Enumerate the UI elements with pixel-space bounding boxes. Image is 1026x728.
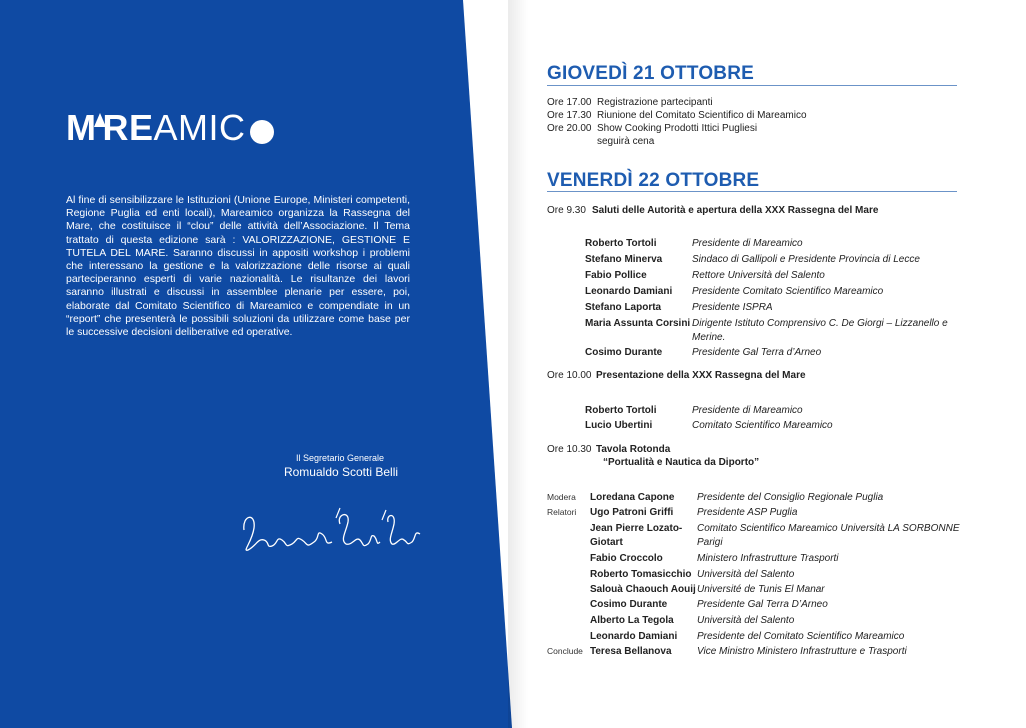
mareamico-logo	[66, 107, 274, 149]
panel-label-modera: Modera	[547, 492, 576, 502]
signature-name: Romualdo Scotti Belli	[283, 465, 399, 479]
signature-role: Il Segretario Generale	[295, 453, 385, 463]
speaker-name: Maria Assunta Corsini	[585, 318, 691, 329]
schedule-time: Ore 17.00	[547, 97, 592, 108]
speaker-role: Presidente Gal Terra d’Arneo	[692, 347, 822, 358]
session-title: Saluti delle Autorità e apertura della XXX Rassegna del Mare	[592, 205, 879, 216]
panel-name: Roberto Tomasicchio	[590, 569, 692, 580]
schedule-item: Registrazione partecipanti	[597, 97, 713, 108]
panel-name: Loredana Capone	[590, 492, 675, 503]
panel-role: Presidente ASP Puglia	[697, 507, 798, 518]
speaker-name: Roberto Tortoli	[585, 238, 657, 249]
handwritten-signature	[236, 500, 436, 560]
speaker-role: Rettore Università del Salento	[692, 270, 825, 281]
speaker-name: Fabio Pollice	[585, 270, 647, 281]
speaker-role: Sindaco di Gallipoli e Presidente Provincia di Lecce	[692, 254, 920, 265]
speaker-role-continued: Merine.	[692, 332, 726, 343]
speaker-name: Roberto Tortoli	[585, 405, 657, 416]
speaker-name: Stefano Minerva	[585, 254, 663, 265]
speaker-name: Leonardo Damiani	[585, 286, 673, 297]
speaker-role: Presidente ISPRA	[692, 302, 773, 313]
intro-paragraph: Al fine di sensibilizzare le Istituzioni (Unione Europe, Ministeri competenti, Regione Puglia ed enti locali), Mareamico organizza la Rassegna del Mare, che costituisce il “clou” delle attività dell’Associazione. Il Tema trattato di questa edizione sarà : VALORIZZAZIONE, GESTIONE E TUTELA DEL MARE. Saranno discussi in appositi workshop i problemi che interessano la gestione e la valorizzazione delle risorse ai quali parteciperanno esperti di varie nazionalità. Le risultanze dei lavori saranno illustrati e discussi in assemblee plenarie per essere, poi, elaborate dal Comitato Scientifico di Mareamico e compendiate in un “report” che presenterà le possibili soluzioni da utilizzare come base per le successive decisioni deliberative ed operative.	[66, 194, 410, 339]
speaker-role: Presidente di Mareamico	[692, 405, 803, 416]
speaker-role: Presidente di Mareamico	[692, 238, 803, 249]
friday-title: VENERDÌ 22 OTTOBRE	[547, 170, 760, 191]
panel-role: Presidente del Consiglio Regionale Puglia	[697, 492, 884, 503]
panel-role: Ministero Infrastrutture Trasporti	[697, 553, 839, 564]
session-time: Ore 10.30	[547, 444, 592, 455]
logo-letters-re: RE	[102, 107, 154, 148]
schedule-time: Ore 17.30	[547, 110, 592, 121]
speaker-role: Presidente Comitato Scientifico Mareamico	[692, 286, 884, 297]
schedule-item: Riunione del Comitato Scientifico di Mareamico	[597, 110, 807, 121]
session-title: Presentazione della XXX Rassegna del Mare	[596, 370, 806, 381]
session-time: Ore 10.00	[547, 370, 592, 381]
panel-role: Presidente Gal Terra D’Arneo	[697, 599, 828, 610]
panel-label-relatori: Relatori	[547, 507, 577, 517]
speaker-name: Lucio Ubertini	[585, 420, 653, 431]
panel-name: Jean Pierre Lozato-	[590, 523, 683, 534]
speaker-name: Stefano Laporta	[585, 302, 662, 313]
speaker-role: Dirigente Istituto Comprensivo C. De Giorgi – Lizzanello e	[692, 318, 948, 329]
logo-letter-m: M	[66, 107, 97, 148]
panel-name: Ugo Patroni Griffi	[590, 507, 674, 518]
session-time: Ore 9.30	[547, 205, 586, 216]
thursday-divider	[547, 85, 957, 86]
panel-role: Università del Salento	[697, 615, 795, 626]
panel-name: Salouà Chaouch Aouij	[590, 584, 696, 595]
panel-role-continued: Parigi	[697, 537, 723, 548]
panel-label-conclude: Conclude	[547, 646, 583, 656]
logo-letters-amic: AMIC	[153, 107, 246, 148]
schedule-item: Show Cooking Prodotti Ittici Pugliesi	[597, 123, 758, 134]
session-title: Tavola Rotonda	[596, 444, 671, 455]
panel-role: Université de Tunis El Manar	[697, 584, 825, 595]
session-subtitle: “Portualità e Nautica da Diporto”	[603, 457, 760, 468]
logo-sun-icon	[250, 120, 274, 144]
schedule-time: Ore 20.00	[547, 123, 592, 134]
panel-role: Università del Salento	[697, 569, 795, 580]
panel-name-continued: Giotart	[590, 537, 623, 548]
speaker-name: Cosimo Durante	[585, 347, 663, 358]
panel-name: Alberto La Tegola	[590, 615, 674, 626]
thursday-title: GIOVEDÌ 21 OTTOBRE	[547, 63, 755, 84]
panel-name: Fabio Croccolo	[590, 553, 663, 564]
panel-role: Vice Ministro Ministero Infrastrutture e Trasporti	[697, 646, 907, 657]
panel-name: Cosimo Durante	[590, 599, 668, 610]
panel-name: Leonardo Damiani	[590, 631, 678, 642]
schedule-followup: seguirà cena	[597, 136, 655, 147]
panel-name: Teresa Bellanova	[590, 646, 672, 657]
page-fold-shadow	[508, 0, 528, 728]
friday-divider	[547, 191, 957, 192]
panel-role: Presidente del Comitato Scientifico Mareamico	[697, 631, 905, 642]
speaker-role: Comitato Scientifico Mareamico	[692, 420, 833, 431]
panel-role: Comitato Scientifico Mareamico Università LA SORBONNE	[697, 523, 960, 534]
